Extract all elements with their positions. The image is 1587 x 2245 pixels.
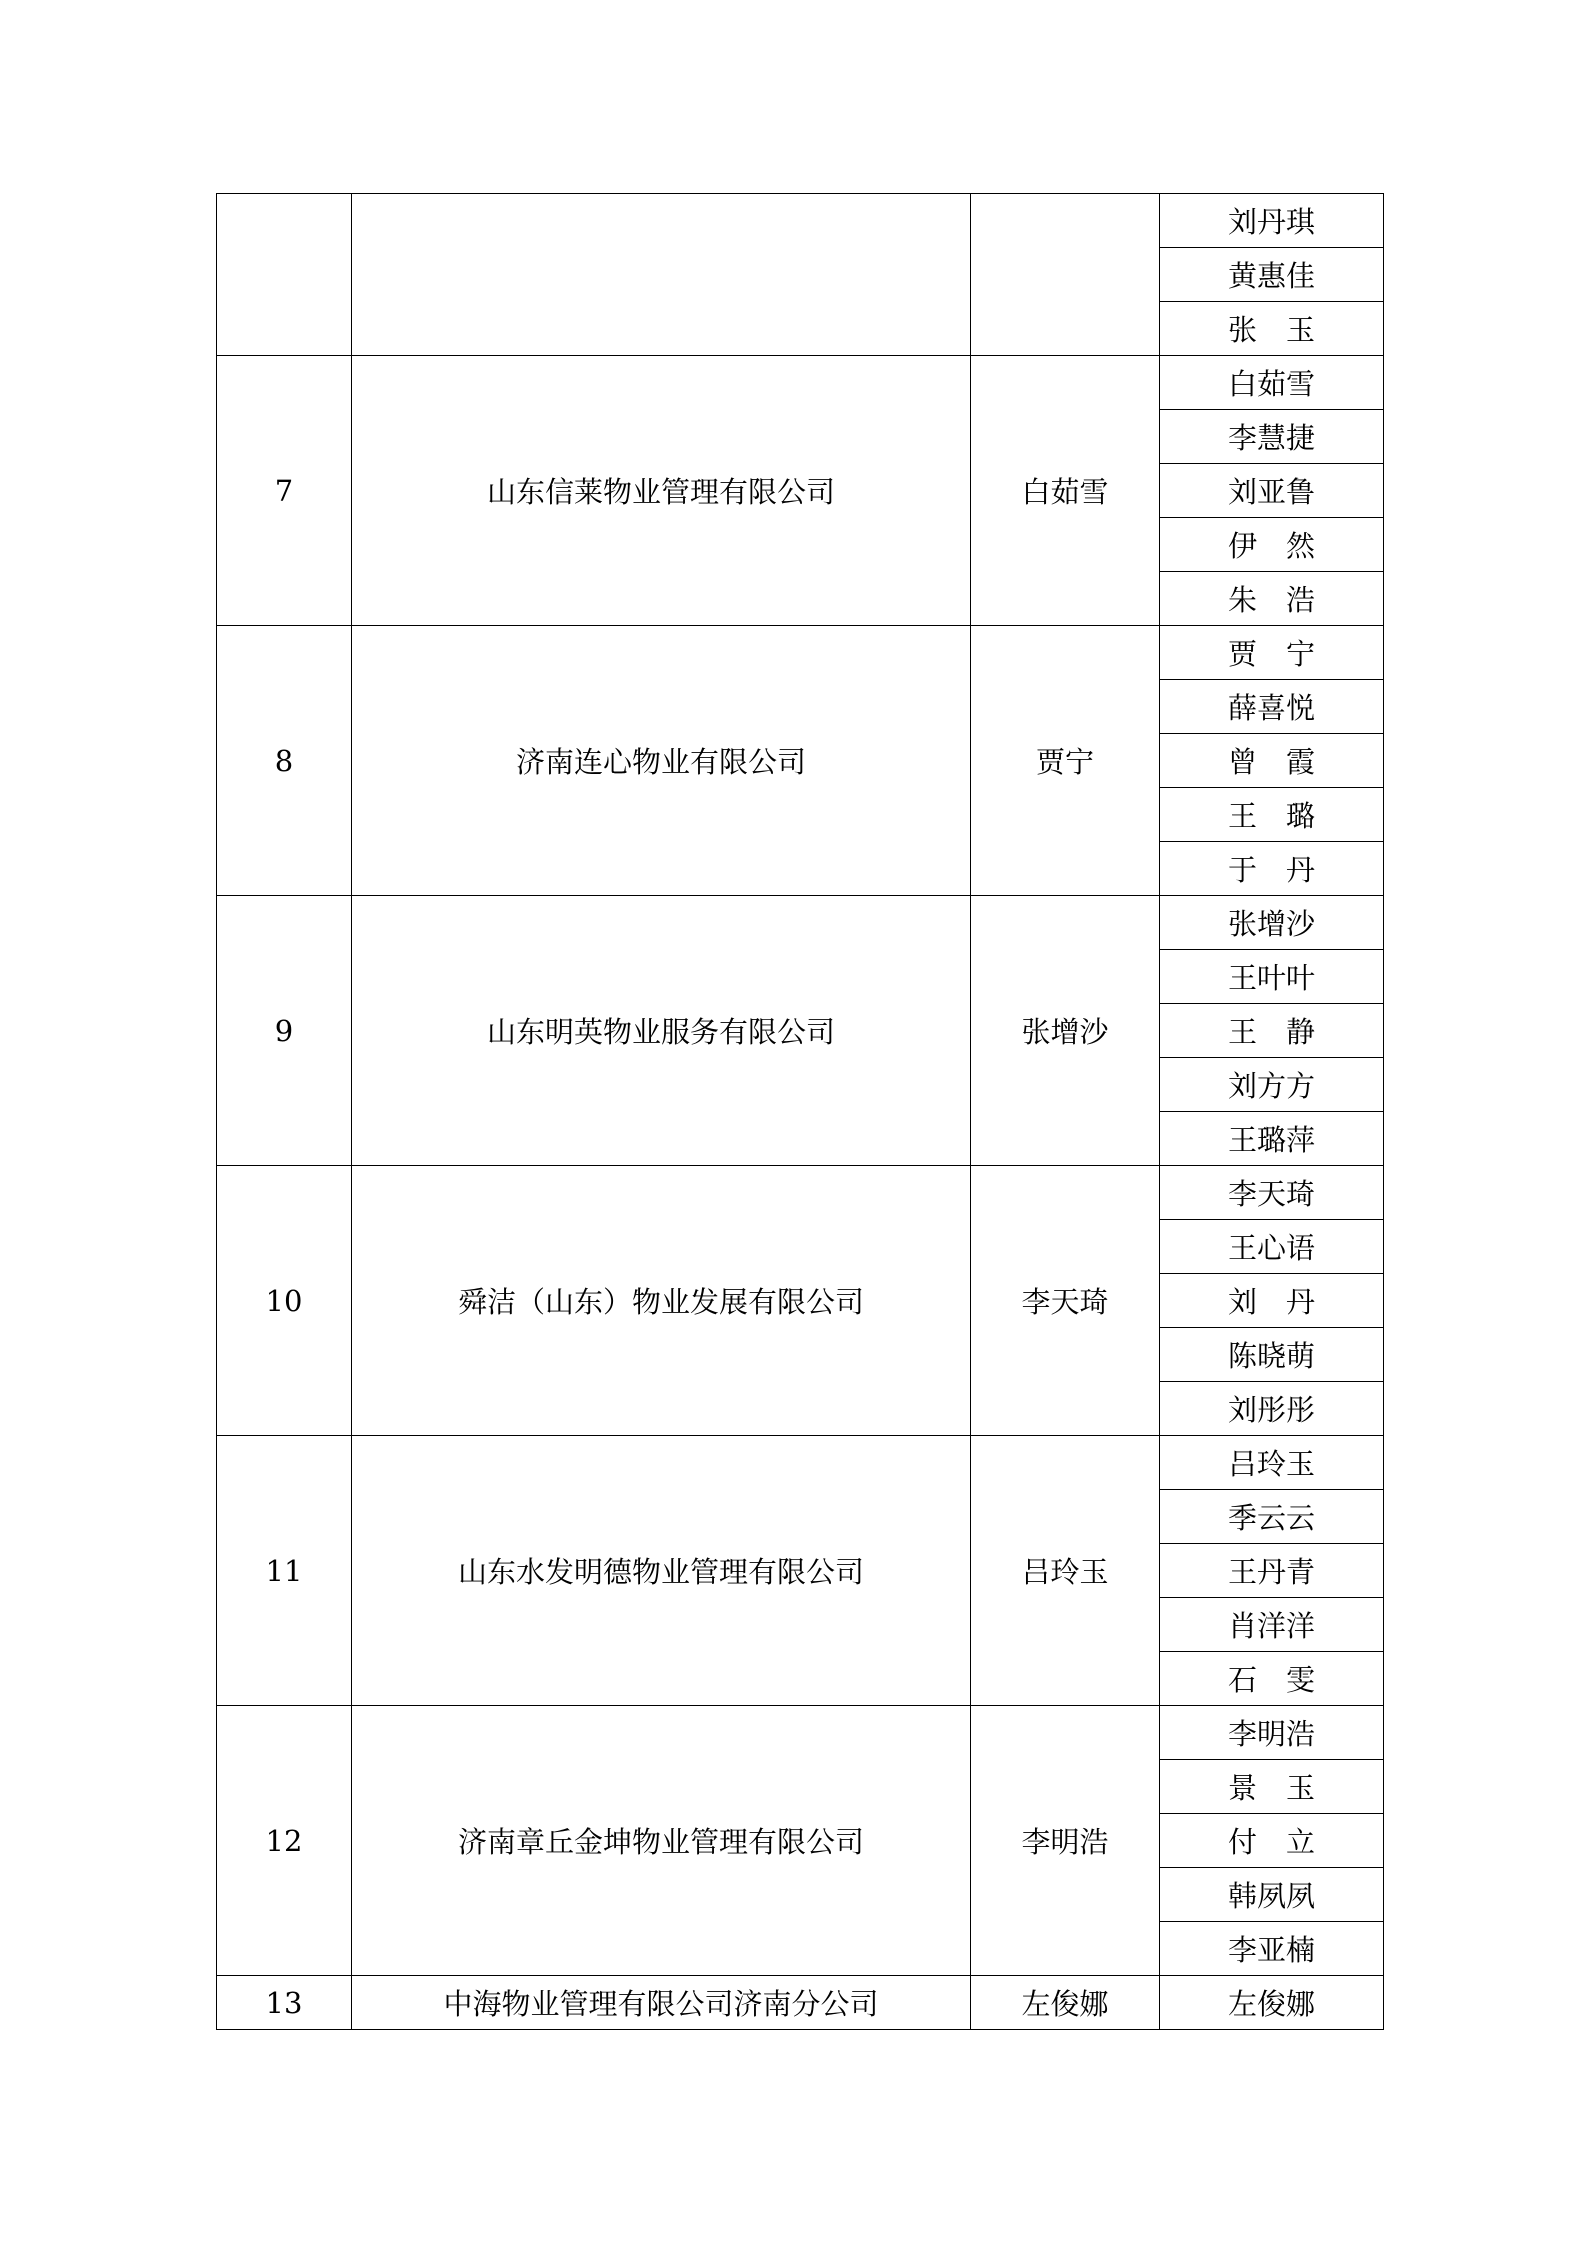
row-number-cell: 13 <box>217 1976 352 2030</box>
member-name-cell: 刘亚鲁 <box>1160 464 1384 518</box>
company-name-cell: 济南连心物业有限公司 <box>352 626 971 896</box>
member-name-cell: 张 玉 <box>1160 302 1384 356</box>
team-leader-cell <box>971 194 1160 356</box>
member-name-cell: 李天琦 <box>1160 1166 1384 1220</box>
company-name-cell <box>352 194 971 356</box>
member-name-cell: 季云云 <box>1160 1490 1384 1544</box>
member-name-cell: 朱 浩 <box>1160 572 1384 626</box>
team-leader-cell: 吕玲玉 <box>971 1436 1160 1706</box>
member-name-cell: 陈晓萌 <box>1160 1328 1384 1382</box>
table-row <box>217 1976 1384 2030</box>
member-name-cell: 石 雯 <box>1160 1652 1384 1706</box>
row-number-cell: 8 <box>217 626 352 896</box>
table-row <box>217 194 1384 248</box>
member-name-cell: 付 立 <box>1160 1814 1384 1868</box>
member-name-cell: 王心语 <box>1160 1220 1384 1274</box>
table-row <box>217 626 1384 680</box>
team-leader-cell: 张增沙 <box>971 896 1160 1166</box>
row-number-cell <box>217 194 352 356</box>
row-number-cell: 7 <box>217 356 352 626</box>
member-name-cell: 白茹雪 <box>1160 356 1384 410</box>
member-name-cell: 王 璐 <box>1160 788 1384 842</box>
table-row <box>217 1436 1384 1490</box>
company-name-cell: 山东水发明德物业管理有限公司 <box>352 1436 971 1706</box>
table-row <box>217 1166 1384 1220</box>
company-name-cell: 山东信莱物业管理有限公司 <box>352 356 971 626</box>
table-row <box>217 896 1384 950</box>
member-name-cell: 左俊娜 <box>1160 1976 1384 2030</box>
member-name-cell: 刘彤彤 <box>1160 1382 1384 1436</box>
member-name-cell: 李慧捷 <box>1160 410 1384 464</box>
team-leader-cell: 白茹雪 <box>971 356 1160 626</box>
member-name-cell: 李亚楠 <box>1160 1922 1384 1976</box>
member-name-cell: 黄惠佳 <box>1160 248 1384 302</box>
team-leader-cell: 贾宁 <box>971 626 1160 896</box>
member-name-cell: 王丹青 <box>1160 1544 1384 1598</box>
member-name-cell: 王璐萍 <box>1160 1112 1384 1166</box>
member-name-cell: 刘丹琪 <box>1160 194 1384 248</box>
team-leader-cell: 左俊娜 <box>971 1976 1160 2030</box>
member-name-cell: 刘方方 <box>1160 1058 1384 1112</box>
member-name-cell: 吕玲玉 <box>1160 1436 1384 1490</box>
team-leader-cell: 李明浩 <box>971 1706 1160 1976</box>
table-body <box>217 194 1384 2030</box>
row-number-cell: 12 <box>217 1706 352 1976</box>
row-number-cell: 9 <box>217 896 352 1166</box>
member-name-cell: 张增沙 <box>1160 896 1384 950</box>
member-name-cell: 于 丹 <box>1160 842 1384 896</box>
table-row <box>217 356 1384 410</box>
company-name-cell: 中海物业管理有限公司济南分公司 <box>352 1976 971 2030</box>
member-name-cell: 刘 丹 <box>1160 1274 1384 1328</box>
company-name-cell: 济南章丘金坤物业管理有限公司 <box>352 1706 971 1976</box>
member-name-cell: 贾 宁 <box>1160 626 1384 680</box>
member-name-cell: 王 静 <box>1160 1004 1384 1058</box>
member-name-cell: 曾 霞 <box>1160 734 1384 788</box>
member-name-cell: 李明浩 <box>1160 1706 1384 1760</box>
team-roster-table <box>216 193 1384 2030</box>
table-row <box>217 1706 1384 1760</box>
member-name-cell: 薛喜悦 <box>1160 680 1384 734</box>
company-name-cell: 山东明英物业服务有限公司 <box>352 896 971 1166</box>
member-name-cell: 王叶叶 <box>1160 950 1384 1004</box>
team-leader-cell: 李天琦 <box>971 1166 1160 1436</box>
member-name-cell: 韩夙夙 <box>1160 1868 1384 1922</box>
company-name-cell: 舜洁（山东）物业发展有限公司 <box>352 1166 971 1436</box>
row-number-cell: 10 <box>217 1166 352 1436</box>
member-name-cell: 伊 然 <box>1160 518 1384 572</box>
row-number-cell: 11 <box>217 1436 352 1706</box>
member-name-cell: 肖洋洋 <box>1160 1598 1384 1652</box>
member-name-cell: 景 玉 <box>1160 1760 1384 1814</box>
